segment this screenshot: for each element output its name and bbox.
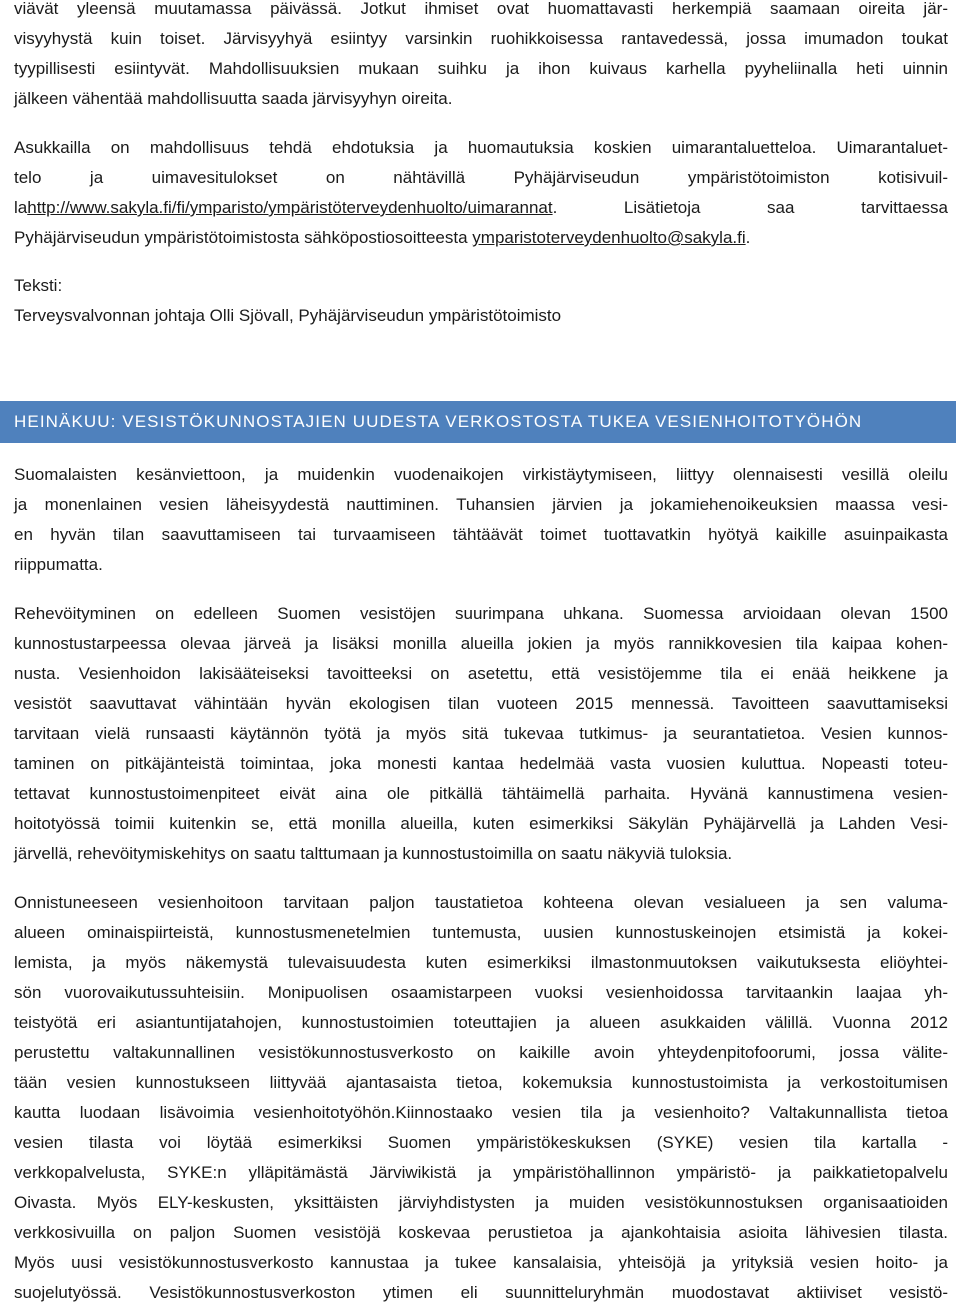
credit-block <box>14 271 948 331</box>
text-line <box>14 193 948 223</box>
text-line: Myös uusi vesistökunnostusverkosto kannustaa ja tukee kansalaisia, yhteisöjä ja yrityksiä vesien hoito- ja <box>14 1253 948 1272</box>
intro-paragraph <box>14 460 948 580</box>
text-line: järvellä, rehevöitymiskehitys on saatu talttumaan ja kunnostustoimilla on saatu näkyviä tuloksia. <box>14 844 733 863</box>
text-line: kautta luodaan lisävoimia vesienhoitotyöhön.Kiinnostaako vesien tila ja vesienhoito? Valtakunnallista tietoa <box>14 1103 948 1122</box>
text-line: perustettu valtakunnallinen vesistökunnostusverkosto on kaikille avoin yhteydenpitofoorumi, jossa välite- <box>14 1043 948 1062</box>
feedback-paragraph <box>14 133 948 253</box>
text-line: vesien tilasta voi löytää esimerkiksi Suomen ympäristökeskuksen (SYKE) vesien tila kartalla - <box>14 1133 948 1152</box>
text-line: viävät yleensä muutamassa päivässä. Jotkut ihmiset ovat huomattavasti herkempiä saamaan oireita jär- <box>14 0 948 18</box>
text-line: suojelutyössä. Vesistökunnostusverkoston ytimen eli suunnitteluryhmän muodostavat aktiiviset vesistö- <box>14 1283 948 1302</box>
section-heading-banner <box>0 401 956 443</box>
eutrophication-paragraph <box>14 599 948 869</box>
text-line: visyyhystä kuin toiset. Järvisyyhyä esiintyy varsinkin ruohikkoisessa rantavedessä, jossa imumadon toukat <box>14 29 948 48</box>
network-paragraph <box>14 888 948 1308</box>
top-paragraph <box>14 0 948 114</box>
uimarannat-link[interactable]: http://www.sakyla.fi/fi/ymparisto/ympäristöterveydenhuolto/uimarannat <box>27 198 553 217</box>
text-line: Rehevöityminen on edelleen Suomen vesistöjen suurimpana uhkana. Suomessa arvioidaan olevan 1500 <box>14 604 948 623</box>
email-link[interactable]: ymparistoterveydenhuolto@sakyla.fi <box>472 228 746 247</box>
text-line: verkkopalvelusta, SYKE:n ylläpitämästä Järviwikistä ja ympäristöhallinnon ympäristö- ja paikkatietopalvelu <box>14 1163 948 1182</box>
text-line: lemista, ja myös näkemystä tulevaisuudesta kuten esimerkiksi ilmastonmuutoksen vaikutuksesta eliöyhtei- <box>14 953 948 972</box>
text-line <box>14 223 948 253</box>
text-line: sön vuorovaikutussuhteisiin. Monipuolisen osaamistarpeen vuoksi vesienhoidossa tarvitaankin laajaa yh- <box>14 983 948 1002</box>
text-line: kunnostustarpeessa olevaa järveä ja lisäksi monilla alueilla jokien ja myös rannikkovesien tila kaipaa kohen- <box>14 634 948 653</box>
text-line: vesistöt saavuttavat vähintään hyvän ekologisen tilan vuoteen 2015 mennessä. Tavoitteen saavuttamiseksi <box>14 694 948 713</box>
text-line: Onnistuneeseen vesienhoitoon tarvitaan paljon taustatietoa kohteena olevan vesialueen ja sen valuma- <box>14 893 948 912</box>
text-line: Suomalaisten kesänviettoon, ja muidenkin vuodenaikojen virkistäytymiseen, liittyy olennaisesti vesillä oleilu <box>14 465 948 484</box>
text-line: en hyvän tilan saavuttamiseen tai turvaamiseen tähtäävät toimet tuottavatkin hyötyä kaikille asuinpaikasta <box>14 525 948 544</box>
text-line: Oivasta. Myös ELY-keskusten, yksittäisten järviyhdistysten ja muiden vesistökunnostuksen organisaatioiden <box>14 1193 948 1212</box>
section-heading-title: HEINÄKUU: VESISTÖKUNNOSTAJIEN UUDESTA VERKOSTOSTA TUKEA VESIENHOITOTYÖHÖN <box>14 412 863 431</box>
credit-author: Terveysvalvonnan johtaja Olli Sjövall, Pyhäjärviseudun ympäristötoimisto <box>14 306 562 325</box>
text-fragment: Pyhäjärviseudun ympäristötoimistosta sähköpostiosoitteesta <box>14 228 473 247</box>
text-fragment: la <box>14 198 28 217</box>
credit-label: Teksti: <box>14 276 63 295</box>
text-line: tarvitaan vielä runsaasti käytännön työtä ja myös sitä tukevaa tutkimus- ja seurantatietoa. Vesien kunnos- <box>14 724 948 743</box>
text-line: tettavat kunnostustoimenpiteet eivät aina ole pitkällä tähtäimellä parhaita. Hyvänä kannustimena vesien- <box>14 784 948 803</box>
text-line: verkkosivuilla on paljon Suomen vesistöjä koskevaa perustietoa ja ajankohtaisia asioita lähivesien tilasta. <box>14 1223 948 1242</box>
text-line: alueen ominaispiirteistä, kunnostusmenetelmien tuntemusta, uusien kunnostuskeinojen etsimistä ja kokei- <box>14 923 948 942</box>
text-line: hoitotyössä toimii kuitenkin se, että monilla alueilla, kuten esimerkiksi Säkylän Pyhäjärvellä ja Lahden Vesi- <box>14 814 948 833</box>
text-line: Asukkailla on mahdollisuus tehdä ehdotuksia ja huomautuksia koskien uimarantaluetteloa. Uimarantaluet- <box>14 138 948 157</box>
text-fragment: . <box>745 228 751 247</box>
text-line: teistyötä eri asiantuntijatahojen, kunnostustoimien toteuttajien ja alueen asukkaiden välillä. Vuonna 2012 <box>14 1013 948 1032</box>
text-line: tyypillisesti esiintyvät. Mahdollisuuksien mukaan suihku ja ihon kuivaus karhella pyyheliinalla heti uinnin <box>14 59 948 78</box>
text-line: nusta. Vesienhoidon lakisääteiseksi tavoitteeksi on asetettu, että vesistöjemme tila ei enää heikkene ja <box>14 664 948 683</box>
text-line: ja monenlainen vesien läheisyydestä nauttiminen. Tuhansien järvien ja jokamiehenoikeuksien maassa vesi- <box>14 495 948 514</box>
text-line: taminen on pitkäjänteistä toimintaa, joka monesti kantaa hedelmää vasta vuosien kuluttua. Nopeasti toteu- <box>14 754 948 773</box>
text-line: riippumatta. <box>14 555 103 574</box>
text-line: jälkeen vähentää mahdollisuutta saada järvisyyhyn oireita. <box>14 89 453 108</box>
text-fragment: . Lisätietoja saa tarvittaessa <box>552 198 948 217</box>
text-line: tään vesien kunnostukseen liittyvää ajantasaista tietoa, kokemuksia kunnostustoimista ja verkostoitumisen <box>14 1073 948 1092</box>
text-line: telo ja uimavesitulokset on nähtävillä Pyhäjärviseudun ympäristötoimiston kotisivuil- <box>14 168 948 187</box>
